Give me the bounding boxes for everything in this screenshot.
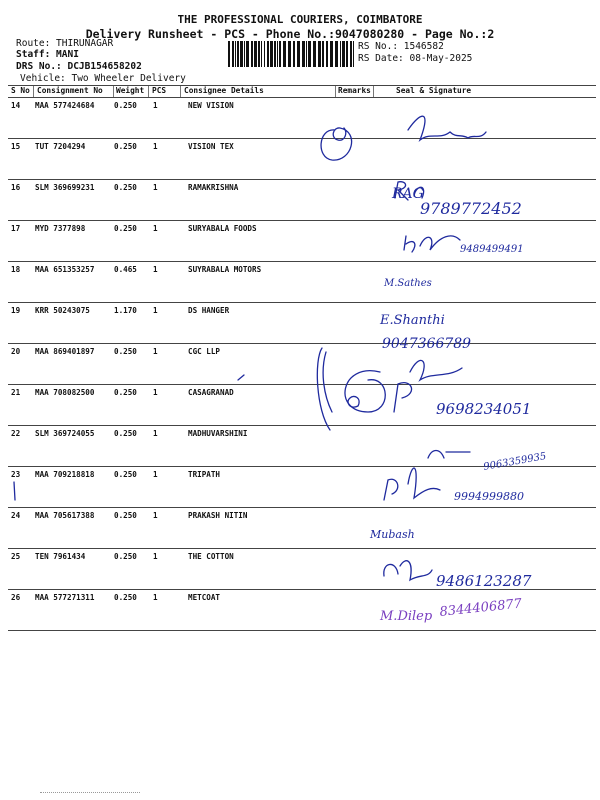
row-consignee: THE COTTON	[188, 552, 234, 561]
row-consignee: MADHUVARSHINI	[188, 429, 248, 438]
row-divider	[8, 384, 596, 385]
col-seal-signature: Seal & Signature	[396, 86, 472, 95]
row-consignment-no: MAA 708082500	[35, 388, 95, 397]
row-consignment-no: MAA 651353257	[35, 265, 95, 274]
handwritten-phone: 9698234051	[436, 400, 532, 418]
barcode-bar	[297, 41, 300, 67]
row-sno: 26	[11, 593, 21, 602]
barcode-bar	[330, 41, 333, 67]
barcode-bar	[279, 41, 281, 67]
handwritten-phone: 9486123287	[436, 572, 532, 590]
signature-mark	[384, 561, 432, 580]
signature-mark	[384, 468, 440, 500]
signature-mark	[404, 236, 460, 252]
rs-number: RS No.: 1546582	[358, 41, 444, 52]
runsheet-subtitle: Delivery Runsheet - PCS - Phone No.:9047080280 - Page No.:2	[85, 27, 495, 41]
vehicle-label: Vehicle: Two Wheeler Delivery	[20, 73, 186, 84]
signature-mark	[317, 348, 332, 430]
company-title: THE PROFESSIONAL COURIERS, COIMBATORE	[177, 13, 423, 26]
row-sno: 25	[11, 552, 21, 561]
barcode-bar	[258, 41, 260, 67]
barcode-bar	[235, 41, 236, 67]
row-pcs: 1	[153, 142, 158, 151]
row-sno: 23	[11, 470, 21, 479]
row-pcs: 1	[153, 552, 158, 561]
barcode-bar	[293, 41, 295, 67]
row-consignee: SUYRABALA MOTORS	[188, 265, 262, 274]
row-consignee: NEW VISION	[188, 101, 234, 110]
route-label: Route: THIRUNAGAR	[16, 38, 114, 49]
row-sno: 19	[11, 306, 21, 315]
row-consignment-no: MYD 7377898	[35, 224, 86, 233]
row-divider	[8, 138, 596, 139]
handwritten-name: M.Dilep	[380, 609, 433, 624]
row-pcs: 1	[153, 101, 158, 110]
row-sno: 21	[11, 388, 21, 397]
row-weight: 0.250	[114, 142, 137, 151]
rs-date: RS Date: 08-May-2025	[358, 53, 473, 64]
row-pcs: 1	[153, 224, 158, 233]
drs-number: DRS No.: DCJB154658202	[16, 61, 142, 72]
row-weight: 0.250	[114, 101, 137, 110]
row-pcs: 1	[153, 511, 158, 520]
row-pcs: 1	[153, 429, 158, 438]
row-sno: 14	[11, 101, 21, 110]
row-weight: 0.250	[114, 388, 137, 397]
barcode-bar	[326, 41, 328, 67]
col-consignment: Consignment No	[37, 86, 103, 95]
row-consignee: SURYABALA FOODS	[188, 224, 257, 233]
barcode-bar	[342, 41, 345, 67]
barcode-bar	[350, 41, 352, 67]
row-weight: 0.250	[114, 224, 137, 233]
staff-label: Staff: MANI	[16, 49, 79, 60]
handwritten-phone: 9994999880	[454, 490, 524, 503]
signature-mark	[345, 371, 385, 412]
row-consignment-no: MAA 577271311	[35, 593, 95, 602]
barcode-bar	[254, 41, 257, 67]
barcode-bar	[267, 41, 269, 67]
barcode-bar	[340, 41, 341, 67]
row-weight: 0.250	[114, 552, 137, 561]
row-pcs: 1	[153, 388, 158, 397]
barcode-bar	[274, 41, 276, 67]
barcode-bar	[232, 41, 234, 67]
row-divider	[8, 179, 596, 180]
barcode-bar	[270, 41, 273, 67]
row-consignee: VISION TEX	[188, 142, 234, 151]
row-pcs: 1	[153, 183, 158, 192]
handwritten-name: Mubash	[370, 528, 415, 541]
row-sno: 18	[11, 265, 21, 274]
handwritten-name: M.Sathes	[384, 278, 432, 289]
row-consignment-no: TEN 7961434	[35, 552, 86, 561]
row-sno: 22	[11, 429, 21, 438]
col-remarks: Remarks	[338, 86, 371, 95]
row-consignment-no: MAA 709218818	[35, 470, 95, 479]
row-consignee: CASAGRANAD	[188, 388, 234, 397]
barcode-bar	[313, 41, 316, 67]
barcode-bar	[246, 41, 249, 67]
barcode-bar	[346, 41, 348, 67]
row-pcs: 1	[153, 593, 158, 602]
barcode-bar	[322, 41, 324, 67]
row-consignee: PRAKASH NITIN	[188, 511, 248, 520]
tick-mark	[238, 375, 244, 380]
signature-mark	[348, 396, 359, 407]
row-consignment-no: MAA 705617388	[35, 511, 95, 520]
row-consignment-no: MAA 869401897	[35, 347, 95, 356]
row-consignment-no: SLM 369699231	[35, 183, 95, 192]
row-pcs: 1	[153, 347, 158, 356]
barcode-bar	[261, 41, 262, 67]
row-sno: 17	[11, 224, 21, 233]
signature-mark	[394, 360, 462, 412]
row-weight: 0.250	[114, 429, 137, 438]
row-divider	[8, 261, 596, 262]
row-pcs: 1	[153, 306, 158, 315]
row-divider	[8, 630, 596, 631]
row-weight: 1.170	[114, 306, 137, 315]
handwritten-name: E.Shanthi	[380, 313, 445, 328]
signature-mark	[428, 451, 470, 459]
barcode-bar	[251, 41, 253, 67]
row-sno: 16	[11, 183, 21, 192]
row-weight: 0.250	[114, 470, 137, 479]
row-consignee: CGC LLP	[188, 347, 221, 356]
row-weight: 0.250	[114, 511, 137, 520]
col-consignee: Consignee Details	[184, 86, 264, 95]
row-consignee: DS HANGER	[188, 306, 230, 315]
handwritten-name: RAG	[392, 186, 424, 202]
row-divider	[8, 466, 596, 467]
barcode-bar	[277, 41, 278, 67]
row-consignee: METCOAT	[188, 593, 221, 602]
barcode-bar	[353, 41, 354, 67]
signature-mark	[321, 128, 352, 160]
barcode-bar	[335, 41, 338, 67]
row-weight: 0.465	[114, 265, 137, 274]
handwritten-phone: 9789772452	[420, 199, 522, 218]
barcode-bar	[318, 41, 321, 67]
row-divider	[8, 302, 596, 303]
row-divider	[8, 425, 596, 426]
row-weight: 0.250	[114, 347, 137, 356]
barcode-bar	[283, 41, 286, 67]
barcode-bar	[237, 41, 239, 67]
row-divider	[8, 343, 596, 344]
row-pcs: 1	[153, 265, 158, 274]
barcode-bar	[244, 41, 245, 67]
row-divider	[8, 589, 596, 590]
row-divider	[8, 548, 596, 549]
row-sno: 20	[11, 347, 21, 356]
barcode-bar	[288, 41, 291, 67]
handwritten-phone: 9063359935	[482, 451, 548, 473]
handwritten-phone: 9489499491	[460, 244, 524, 255]
row-weight: 0.250	[114, 183, 137, 192]
barcode-bar	[302, 41, 305, 67]
row-consignment-no: MAA 577424684	[35, 101, 95, 110]
row-divider	[8, 220, 596, 221]
row-pcs: 1	[153, 470, 158, 479]
signature-mark	[395, 182, 424, 200]
barcode-bar	[306, 41, 307, 67]
barcode-image	[228, 41, 354, 67]
row-weight: 0.250	[114, 593, 137, 602]
bottom-dotted-line	[40, 792, 140, 797]
row-sno: 15	[11, 142, 21, 151]
row-consignment-no: KRR 50243075	[35, 306, 90, 315]
barcode-bar	[264, 41, 265, 67]
handwritten-phone: 9047366789	[382, 336, 472, 352]
handwritten-phone: 8344406877	[438, 596, 523, 620]
signature-mark	[408, 116, 486, 140]
row-consignee: RAMAKRISHNA	[188, 183, 239, 192]
signature-mark	[14, 482, 15, 500]
row-consignee: TRIPATH	[188, 470, 221, 479]
row-divider	[8, 507, 596, 508]
row-consignment-no: SLM 369724055	[35, 429, 95, 438]
barcode-bar	[240, 41, 243, 67]
col-weight: Weight	[116, 86, 145, 95]
row-consignment-no: TUT 7204294	[35, 142, 86, 151]
col-sno: S No	[11, 86, 30, 95]
col-pcs: PCS	[152, 86, 167, 95]
barcode-bar	[228, 41, 230, 67]
barcode-bar	[308, 41, 311, 67]
row-sno: 24	[11, 511, 21, 520]
